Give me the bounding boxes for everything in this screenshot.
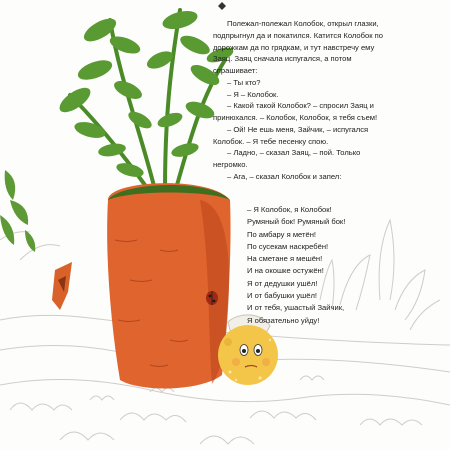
song-verse	[247, 204, 345, 327]
song-line: И от бабушки ушёл!	[247, 291, 318, 301]
song-line: На сметане я мешён!	[247, 254, 323, 264]
carrot	[107, 183, 230, 388]
story-paragraph: – Ага, – сказал Колобок и запел:	[227, 171, 342, 181]
song-line: И на окошке остужён!	[247, 266, 324, 276]
fox-partial	[52, 262, 72, 310]
song-line: По амбару я метён!	[247, 229, 317, 239]
song-line: Румяный бок! Румяный бок!	[247, 217, 346, 227]
story-paragraph: – Ладно, – сказал Заяц, – пой. Только негромко.	[213, 148, 361, 169]
ladybug	[206, 291, 218, 305]
left-plant	[0, 170, 35, 252]
song-line: По сусекам наскребён!	[247, 241, 329, 251]
story-paragraph: – Какой такой Колобок? – спросил Заяц и принюхался. – Колобок, Колобок, я тебя съем!	[213, 101, 378, 122]
story-paragraph: Полежал-полежал Колобок, открыл глазки, подпрыгнул да и покатился. Катится Колобок по дорожкам да по грядкам, и тут навстречу ему Заяц. Заяц сначала испугался, а потом спрашивает:	[213, 19, 383, 75]
story-text	[213, 18, 383, 183]
song-line: – Я Колобок, я Колобок!	[247, 205, 332, 214]
song-line: Я обязательно уйду!	[247, 315, 320, 325]
story-paragraph: – Ты кто?	[227, 77, 261, 87]
song-line: И от тебя, ушастый Зайчик,	[247, 303, 345, 313]
top-ornament	[218, 2, 226, 10]
story-paragraph: – Ой! Не ешь меня, Зайчик, – испугался Колобок. – Я тебе песенку спою.	[213, 124, 369, 146]
story-paragraph: – Я – Колобок.	[227, 89, 279, 99]
song-line: Я от дедушки ушёл!	[247, 278, 318, 288]
